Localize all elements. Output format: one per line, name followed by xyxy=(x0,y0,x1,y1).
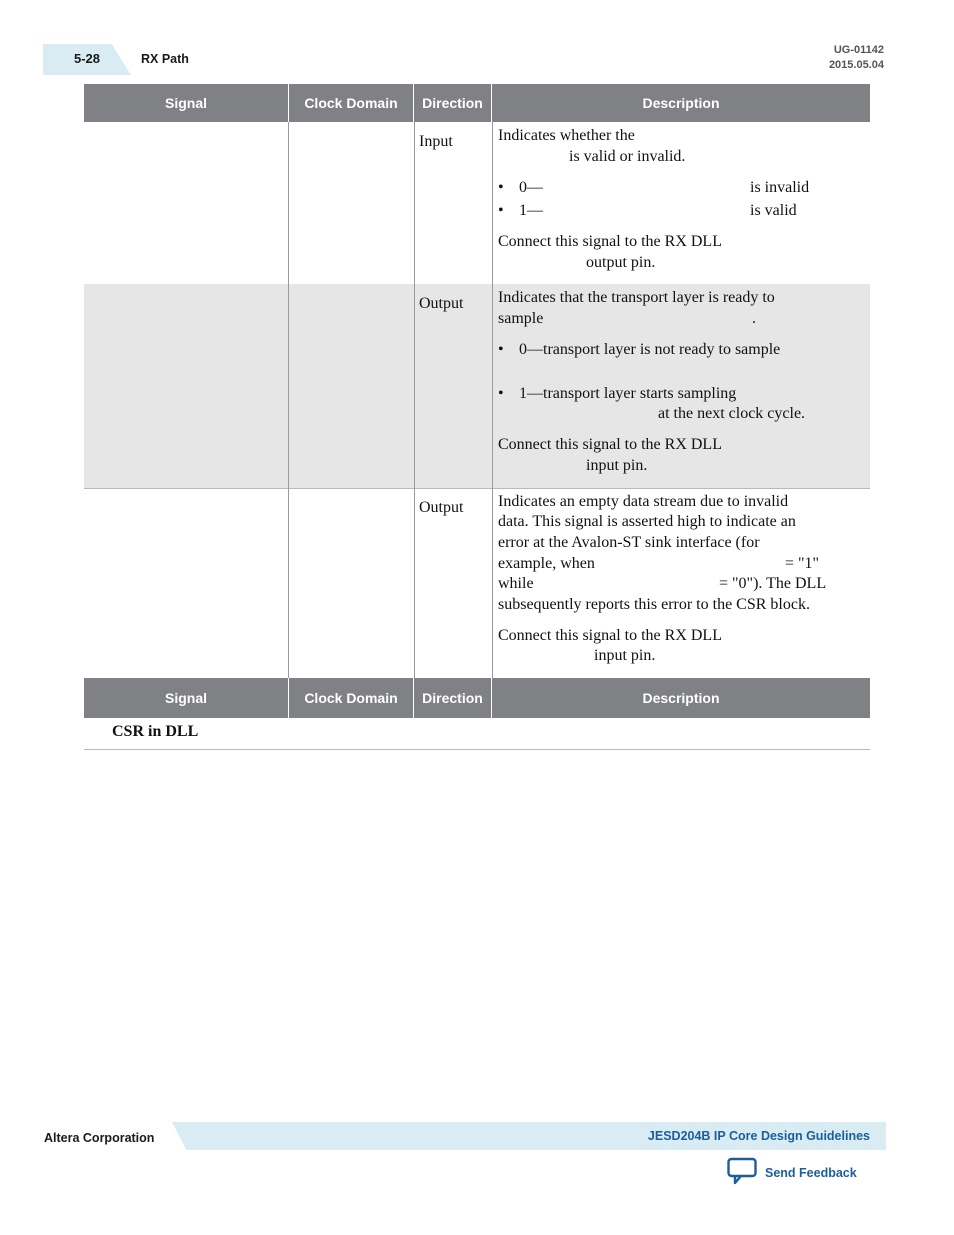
footer-company: Altera Corporation xyxy=(44,1131,155,1145)
footer-guide-title[interactable]: JESD204B IP Core Design Guidelines xyxy=(647,1129,870,1143)
col-clock-domain: Clock Domain xyxy=(289,678,413,718)
col-direction: Direction xyxy=(414,678,491,718)
description-cell: Indicates an empty data stream due to invalid data. This signal is asserted high to indicate an error at the Avalon-ST sink interface (for example, when = "1" while = "0"). The DLL subsequently reports this error to the CSR block. Connect this signal to the RX DLL input pin. xyxy=(498,493,827,664)
table-row xyxy=(84,284,870,489)
table-row xyxy=(84,488,870,678)
doc-info xyxy=(829,43,884,73)
speech-bubble-icon xyxy=(727,1157,757,1190)
section-label: CSR in DLL xyxy=(112,723,199,740)
section-row xyxy=(84,718,870,750)
col-description: Description xyxy=(492,678,870,718)
direction-cell: Output xyxy=(419,295,464,312)
col-signal: Signal xyxy=(84,678,288,718)
doc-id: UG-01142 xyxy=(833,44,884,56)
doc-date: 2015.05.04 xyxy=(828,59,884,71)
section-title: RX Path xyxy=(141,52,189,66)
send-feedback-link[interactable] xyxy=(727,1158,857,1188)
table-row xyxy=(84,122,870,285)
col-direction: Direction xyxy=(414,84,491,122)
col-signal: Signal xyxy=(84,84,288,122)
description-cell: Indicates that the transport layer is ready to sample . • 0—transport layer is not ready to sample • 1—transport layer starts sampling at the next clock cycle. Connect this signal to the RX DLL input pin. xyxy=(498,289,806,474)
col-description: Description xyxy=(492,84,870,122)
direction-cell: Output xyxy=(419,499,464,516)
send-feedback-label: Send Feedback xyxy=(765,1166,857,1180)
description-cell: Indicates whether the is valid or invalid. • 0— is invalid • 1— is valid Connect this signal to the RX DLL output pin. xyxy=(498,127,810,271)
direction-cell: Input xyxy=(419,133,453,150)
col-clock-domain: Clock Domain xyxy=(289,84,413,122)
page-number: 5-28 xyxy=(74,51,101,66)
